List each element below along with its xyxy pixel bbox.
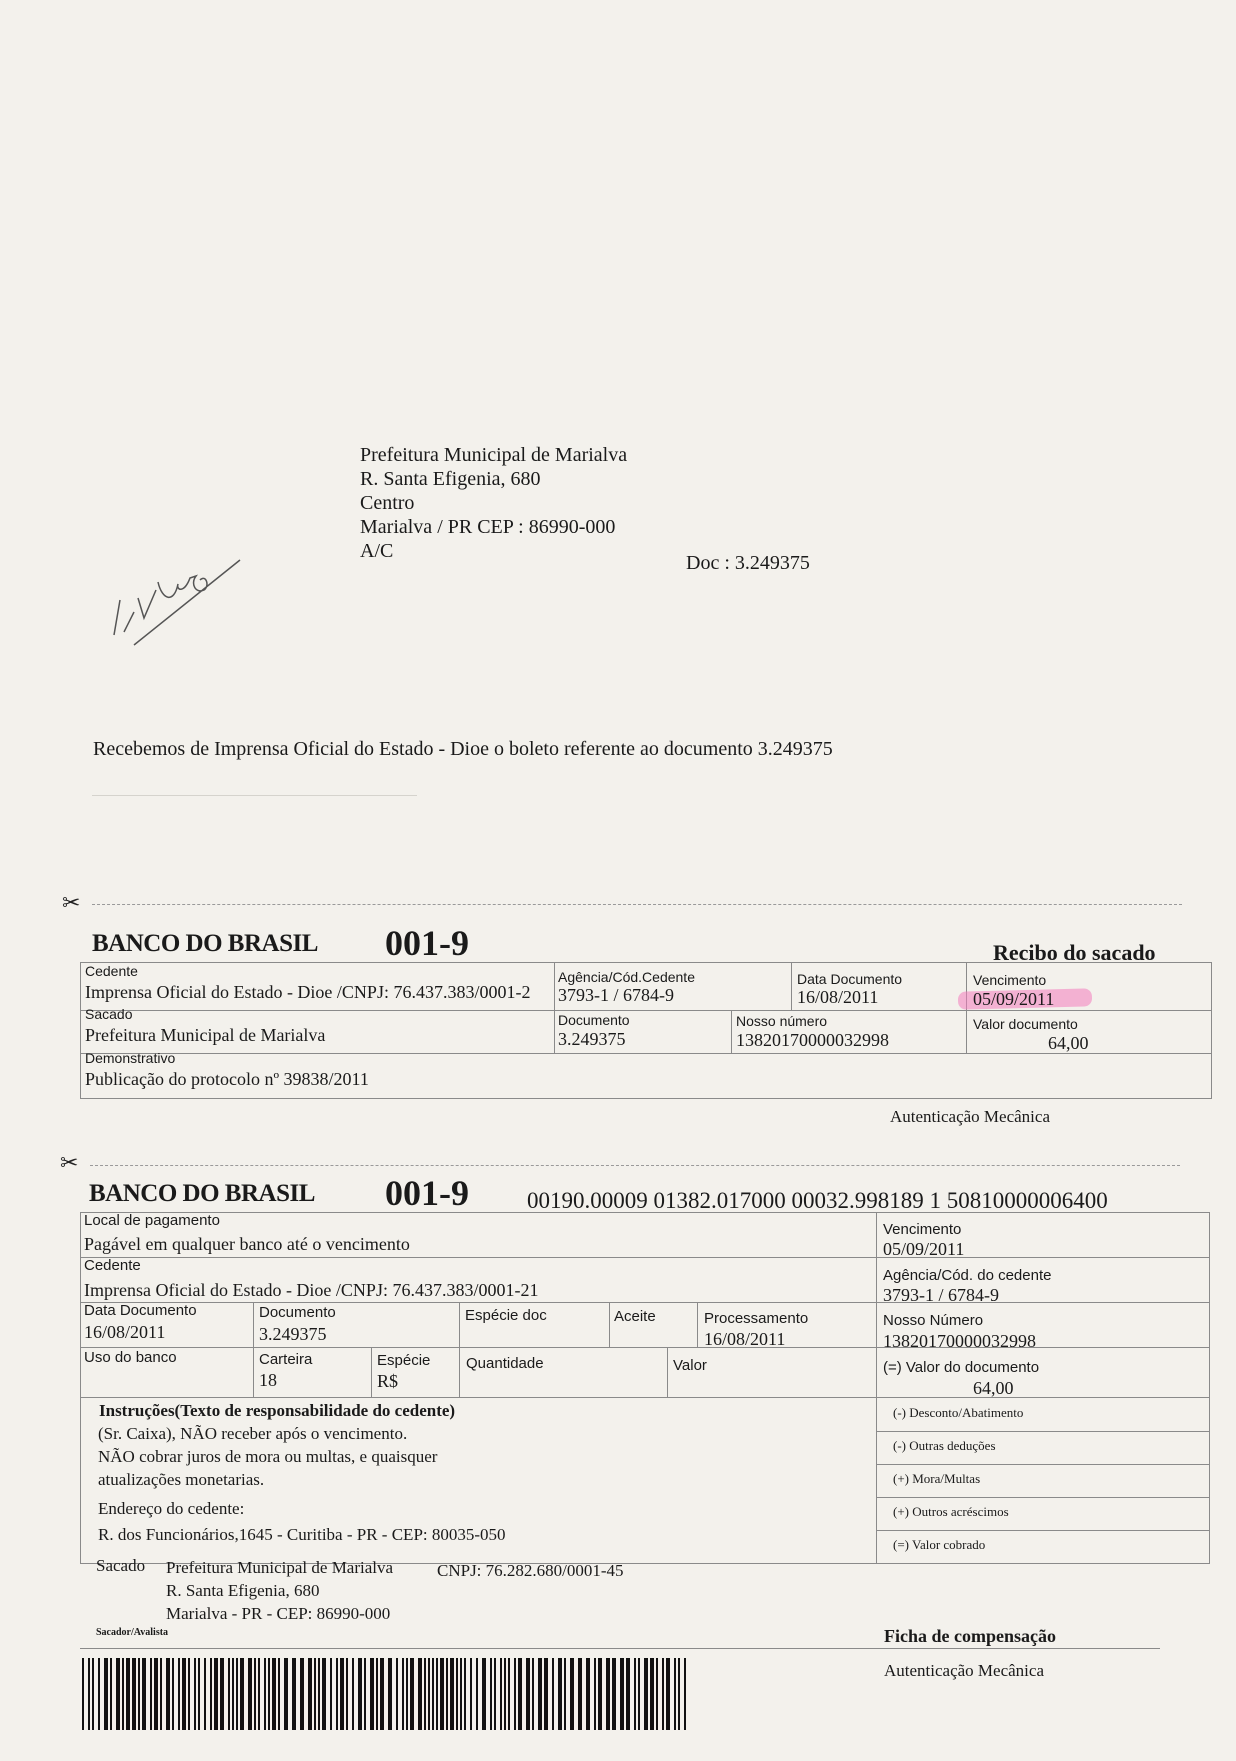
valor-doc-value: 64,00 — [973, 1378, 1014, 1398]
recibo-title: Recibo do sacado — [993, 940, 1156, 965]
barcode-bar — [578, 1658, 582, 1730]
barcode-bar — [142, 1658, 146, 1730]
barcode-bar — [526, 1658, 530, 1730]
autenticacao-line — [80, 1648, 1160, 1649]
right-column-divider — [876, 1212, 877, 1564]
barcode-bar — [116, 1658, 120, 1730]
valor-cobrado-label: (=) Valor cobrado — [893, 1537, 986, 1552]
especie-label: Espécie — [377, 1352, 431, 1369]
sacado-label: Sacado — [85, 1006, 133, 1022]
documento-value: 3.249375 — [259, 1324, 327, 1344]
barcode-bar — [508, 1658, 510, 1730]
col-divider — [791, 962, 792, 1010]
row-divider — [876, 1464, 1210, 1465]
scissors-icon: ✂ — [60, 1150, 79, 1175]
barcode-bar — [336, 1658, 338, 1730]
barcode-bar — [552, 1658, 554, 1730]
barcode-bar — [340, 1658, 344, 1730]
barcode-bar — [396, 1658, 398, 1730]
receipt-statement: Recebemos de Imprensa Oficial do Estado - Dioe o boleto referente ao documento 3.249375 — [93, 738, 833, 760]
vencimento-label: Vencimento — [883, 1221, 962, 1238]
barcode-bar — [330, 1658, 332, 1730]
row-divider — [80, 1010, 1212, 1011]
barcode-bar — [82, 1658, 84, 1730]
barcode-bar — [570, 1658, 574, 1730]
barcode-bar — [150, 1658, 152, 1730]
vencimento-label: Vencimento — [973, 972, 1047, 988]
barcode-bar — [500, 1658, 502, 1730]
barcode-bar — [460, 1658, 462, 1730]
barcode-bar — [440, 1658, 444, 1730]
instrucao-3: atualizações monetarias. — [98, 1470, 265, 1489]
barcode-bar — [264, 1658, 266, 1730]
sacado-end2: Marialva - PR - CEP: 86990-000 — [166, 1604, 391, 1623]
barcode-bar — [644, 1658, 648, 1730]
barcode-bar — [612, 1658, 616, 1730]
barcode-bar — [626, 1658, 630, 1730]
sender-address — [360, 443, 627, 563]
street: R. Santa Efigenia, 680 — [360, 468, 541, 490]
outras-deducoes-label: (-) Outras deduções — [893, 1438, 996, 1453]
barcode-bar — [470, 1658, 472, 1730]
barcode-bar — [240, 1658, 244, 1730]
barcode-bar — [182, 1658, 186, 1730]
bank-name: BANCO DO BRASIL — [92, 930, 318, 957]
row-divider — [876, 1497, 1210, 1498]
barcode-bar — [122, 1658, 124, 1730]
carteira-label: Carteira — [259, 1351, 313, 1368]
barcode-bar — [674, 1658, 676, 1730]
barcode-bar — [346, 1658, 348, 1730]
barcode-bar — [258, 1658, 260, 1730]
data-doc-value: 16/08/2011 — [84, 1322, 166, 1342]
processamento-value: 16/08/2011 — [704, 1329, 786, 1349]
barcode-bar — [678, 1658, 680, 1730]
instrucoes-title: Instruções(Texto de responsabilidade do cedente) — [99, 1401, 456, 1420]
barcode-bar — [606, 1658, 610, 1730]
barcode-bar — [214, 1658, 218, 1730]
nosso-numero-label: Nosso número — [736, 1013, 828, 1029]
col-divider — [609, 1302, 610, 1347]
barcode-bar — [178, 1658, 180, 1730]
barcode-bar — [564, 1658, 566, 1730]
aceite-label: Aceite — [614, 1308, 656, 1325]
bank-code: 001-9 — [385, 923, 469, 963]
outros-acrescimos-label: (+) Outros acréscimos — [893, 1504, 1009, 1519]
barcode-bar — [154, 1658, 158, 1730]
sacado-label: Sacado — [96, 1556, 146, 1575]
row-divider — [80, 1053, 1212, 1054]
barcode-bar — [656, 1658, 658, 1730]
vencimento-value: 05/09/2011 — [883, 1239, 965, 1259]
barcode-bar — [268, 1658, 270, 1730]
barcode-bar — [194, 1658, 196, 1730]
barcode-bar — [424, 1658, 426, 1730]
processamento-label: Processamento — [704, 1310, 809, 1327]
desconto-label: (-) Desconto/Abatimento — [893, 1405, 1024, 1420]
barcode-bar — [514, 1658, 516, 1730]
cut-line — [92, 904, 1182, 905]
handwritten-signature — [100, 520, 250, 660]
sacado-value: Prefeitura Municipal de Marialva — [85, 1025, 326, 1045]
barcode-bar — [198, 1658, 200, 1730]
barcode-bar — [436, 1658, 438, 1730]
barcode-bar — [166, 1658, 170, 1730]
cedente-value: Imprensa Oficial do Estado - Dioe /CNPJ: 76.437.383/0001-2 — [85, 982, 531, 1002]
valor-label: Valor documento — [973, 1016, 1078, 1032]
agencia-value: 3793-1 / 6784-9 — [883, 1285, 999, 1305]
mora-label: (+) Mora/Multas — [893, 1471, 981, 1486]
barcode-bar — [98, 1658, 100, 1730]
barcode-bar — [406, 1658, 408, 1730]
row-divider — [876, 1530, 1210, 1531]
barcode-bar — [308, 1658, 312, 1730]
barcode-bar — [662, 1658, 664, 1730]
barcode-bar — [410, 1658, 414, 1730]
barcode-bar — [446, 1658, 448, 1730]
bank-code: 001-9 — [385, 1173, 469, 1213]
barcode-bar — [598, 1658, 602, 1730]
cedente-label: Cedente — [85, 963, 138, 979]
barcode-bar — [432, 1658, 434, 1730]
vencimento-value: 05/09/2011 — [973, 989, 1055, 1009]
col-divider — [731, 1010, 732, 1053]
barcode-bar — [532, 1658, 534, 1730]
instrucao-2: NÃO cobrar juros de mora ou multas, e quaisquer — [98, 1447, 438, 1466]
barcode-bar — [92, 1658, 94, 1730]
barcode-bar — [300, 1658, 304, 1730]
quantidade-label: Quantidade — [466, 1355, 544, 1372]
barcode-bar — [494, 1658, 496, 1730]
barcode-bar — [322, 1658, 326, 1730]
row-divider — [80, 1397, 1210, 1398]
barcode — [82, 1658, 694, 1730]
barcode-bar — [132, 1658, 136, 1730]
barcode-bar — [380, 1658, 384, 1730]
barcode-bar — [292, 1658, 296, 1730]
local-pagamento-value: Pagável em qualquer banco até o vencimento — [84, 1234, 410, 1254]
valor-doc-label: (=) Valor do documento — [883, 1359, 1040, 1376]
agencia-label: Agência/Cód. do cedente — [883, 1267, 1052, 1284]
barcode-bar — [558, 1658, 562, 1730]
row-divider — [876, 1431, 1210, 1432]
sacado-cnpj: CNPJ: 76.282.680/0001-45 — [437, 1561, 624, 1580]
barcode-bar — [220, 1658, 224, 1730]
barcode-bar — [388, 1658, 392, 1730]
barcode-bar — [456, 1658, 458, 1730]
uso-banco-label: Uso do banco — [84, 1349, 177, 1366]
col-divider — [554, 962, 555, 1053]
barcode-bar — [318, 1658, 320, 1730]
valor-value: 64,00 — [1048, 1033, 1089, 1053]
agencia-value: 3793-1 / 6784-9 — [558, 985, 674, 1005]
sacado-end1: R. Santa Efigenia, 680 — [166, 1581, 320, 1600]
barcode-bar — [210, 1658, 212, 1730]
barcode-bar — [236, 1658, 238, 1730]
instrucao-1: (Sr. Caixa), NÃO receber após o vencimento. — [98, 1424, 408, 1443]
barcode-bar — [490, 1658, 492, 1730]
barcode-bar — [450, 1658, 454, 1730]
barcode-bar — [586, 1658, 590, 1730]
cedente-label: Cedente — [84, 1257, 141, 1274]
data-doc-value: 16/08/2011 — [797, 987, 879, 1007]
barcode-bar — [352, 1658, 354, 1730]
nosso-numero-label: Nosso Número — [883, 1312, 984, 1329]
barcode-bar — [188, 1658, 190, 1730]
barcode-bar — [684, 1658, 686, 1730]
row-divider — [80, 1257, 1210, 1258]
barcode-bar — [538, 1658, 542, 1730]
barcode-bar — [634, 1658, 636, 1730]
cedente-value: Imprensa Oficial do Estado - Dioe /CNPJ: 76.437.383/0001-21 — [84, 1280, 539, 1300]
autenticacao-ficha: Autenticação Mecânica — [884, 1661, 1044, 1680]
city-line: Marialva / PR CEP : 86990-000 — [360, 516, 616, 538]
agencia-label: Agência/Cód.Cedente — [558, 969, 695, 985]
row-divider — [80, 1302, 1210, 1303]
barcode-bar — [358, 1658, 362, 1730]
data-doc-label: Data Documento — [84, 1302, 197, 1319]
col-divider — [459, 1302, 460, 1397]
barcode-bar — [248, 1658, 252, 1730]
barcode-bar — [254, 1658, 256, 1730]
barcode-bar — [160, 1658, 162, 1730]
col-divider — [371, 1347, 372, 1397]
barcode-bar — [594, 1658, 596, 1730]
autenticacao-recibo: Autenticação Mecânica — [890, 1107, 1050, 1126]
col-divider — [253, 1302, 254, 1397]
barcode-bar — [518, 1658, 522, 1730]
doc-number: Doc : 3.249375 — [686, 552, 810, 574]
ficha-title: Ficha de compensação — [884, 1626, 1056, 1646]
attention: A/C — [360, 540, 394, 562]
data-doc-label: Data Documento — [797, 971, 903, 987]
barcode-bar — [204, 1658, 206, 1730]
sacador-label: Sacador/Avalista — [96, 1627, 169, 1638]
barcode-bar — [650, 1658, 654, 1730]
district: Centro — [360, 492, 415, 514]
bank-name: BANCO DO BRASIL — [89, 1180, 315, 1207]
endereco-value: R. dos Funcionários,1645 - Curitiba - PR - CEP: 80035-050 — [98, 1525, 506, 1544]
barcode-bar — [464, 1658, 466, 1730]
barcode-bar — [88, 1658, 90, 1730]
barcode-bar — [272, 1658, 276, 1730]
nosso-numero-value: 13820170000032998 — [736, 1030, 889, 1050]
barcode-bar — [482, 1658, 486, 1730]
especie-doc-label: Espécie doc — [465, 1307, 547, 1324]
barcode-bar — [376, 1658, 378, 1730]
especie-value: R$ — [377, 1371, 399, 1391]
documento-value: 3.249375 — [558, 1029, 626, 1049]
demonstrativo-label: Demonstrativo — [85, 1050, 176, 1066]
documento-label: Documento — [558, 1012, 630, 1028]
barcode-bar — [364, 1658, 366, 1730]
barcode-bar — [284, 1658, 288, 1730]
barcode-bar — [544, 1658, 548, 1730]
col-divider — [697, 1302, 698, 1347]
signature-line — [92, 795, 417, 796]
barcode-bar — [370, 1658, 374, 1730]
barcode-bar — [278, 1658, 280, 1730]
barcode-bar — [314, 1658, 316, 1730]
carteira-value: 18 — [259, 1370, 277, 1390]
local-pagamento-label: Local de pagamento — [84, 1212, 220, 1229]
barcode-bar — [138, 1658, 140, 1730]
sacado-nome: Prefeitura Municipal de Marialva — [166, 1558, 394, 1577]
barcode-bar — [110, 1658, 112, 1730]
nosso-numero-value: 13820170000032998 — [883, 1331, 1036, 1351]
barcode-bar — [504, 1658, 506, 1730]
barcode-bar — [620, 1658, 624, 1730]
barcode-bar — [104, 1658, 108, 1730]
documento-label: Documento — [259, 1304, 336, 1321]
barcode-bar — [476, 1658, 478, 1730]
barcode-bar — [402, 1658, 404, 1730]
barcode-bar — [638, 1658, 640, 1730]
barcode-bar — [428, 1658, 430, 1730]
row-divider — [80, 1347, 1210, 1348]
barcode-bar — [418, 1658, 422, 1730]
barcode-bar — [126, 1658, 130, 1730]
demonstrativo-value: Publicação do protocolo nº 39838/2011 — [85, 1069, 369, 1089]
linha-digitavel: 00190.00009 01382.017000 00032.998189 1 50810000006400 — [527, 1188, 1108, 1213]
barcode-bar — [172, 1658, 174, 1730]
org-name: Prefeitura Municipal de Marialva — [360, 444, 628, 466]
endereco-label: Endereço do cedente: — [98, 1499, 245, 1518]
scissors-icon: ✂ — [62, 890, 81, 915]
barcode-bar — [228, 1658, 230, 1730]
barcode-bar — [666, 1658, 670, 1730]
cut-line — [90, 1165, 1180, 1166]
ficha-box — [80, 1212, 1210, 1564]
valor-label: Valor — [673, 1357, 707, 1374]
barcode-bar — [232, 1658, 234, 1730]
col-divider — [667, 1347, 668, 1397]
